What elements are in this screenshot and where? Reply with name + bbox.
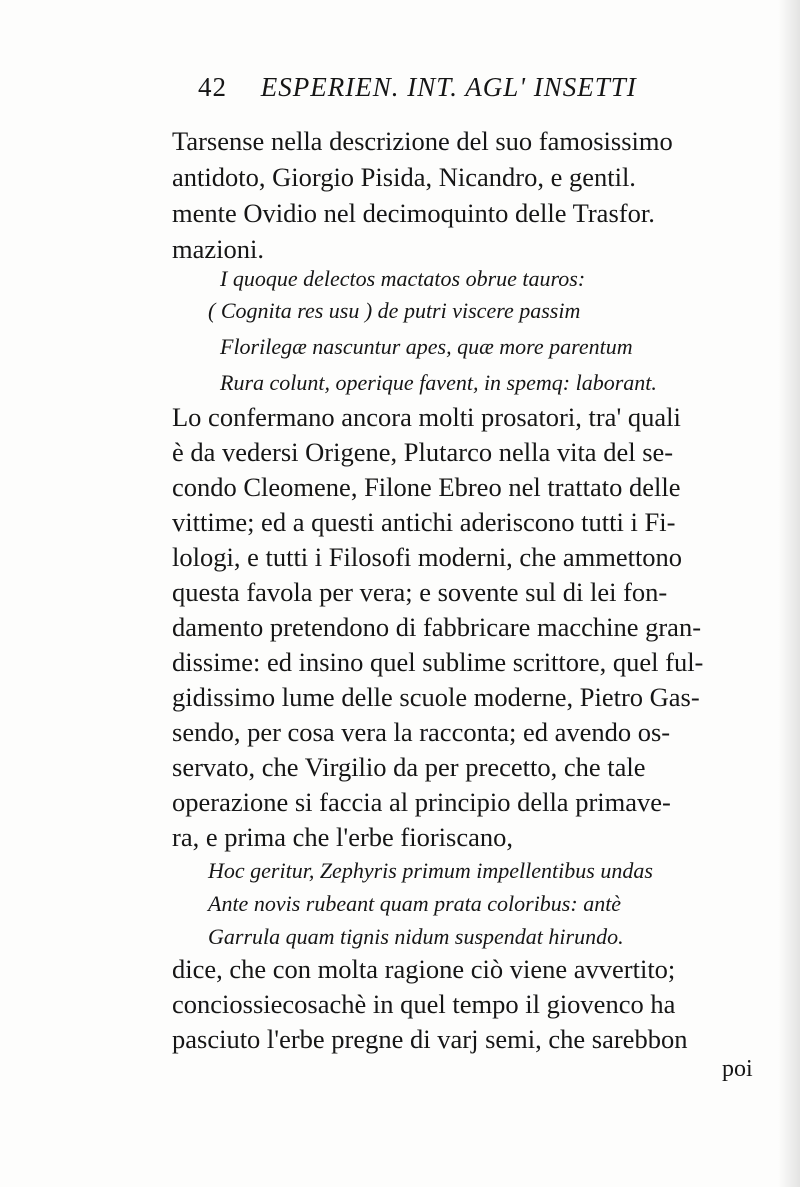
- text-line: dice, che con molta ragione ciò viene avvertito;: [172, 954, 676, 984]
- verse-line: Hoc geritur, Zephyris primum impellentibus undas: [208, 858, 653, 883]
- page-edge-shadow: [778, 0, 800, 1187]
- verse-line: I quoque delectos mactatos obrue tauros:: [220, 266, 586, 291]
- page-number: 42: [198, 72, 227, 102]
- text-line: operazione si faccia al principio della primave-: [172, 787, 671, 817]
- text-line: conciossiecosachè in quel tempo il giovenco ha: [172, 989, 676, 1019]
- text-line: condo Cleomene, Filone Ebreo nel trattato delle: [172, 472, 681, 502]
- verse-line: ( Cognita res usu ) de putri viscere passim: [208, 298, 581, 323]
- text-line: è da vedersi Origene, Plutarco nella vita del se-: [172, 437, 674, 467]
- verse-line: Rura colunt, operique favent, in spemq: laborant.: [220, 370, 657, 395]
- text-line: ra, e prima che l'erbe fioriscano,: [172, 822, 514, 852]
- text-line: lologi, e tutti i Filosofi moderni, che ammettono: [172, 542, 683, 572]
- text-line: gidissimo lume delle scuole moderne, Pietro Gas-: [172, 682, 700, 712]
- running-header: [198, 72, 758, 112]
- text-line: vittime; ed a questi antichi aderiscono tutti i Fi-: [172, 507, 676, 537]
- text-line: pasciuto l'erbe pregne di varj semi, che sarebbon: [172, 1024, 688, 1054]
- text-line: damento pretendono di fabbricare macchine gran-: [172, 612, 702, 642]
- text-line: servato, che Virgilio da per precetto, che tale: [172, 752, 646, 782]
- text-line: questa favola per vera; e sovente sul di lei fon-: [172, 577, 668, 607]
- text-line: mazioni.: [172, 234, 264, 264]
- text-line: Lo confermano ancora molti prosatori, tra' quali: [172, 402, 681, 432]
- verse-line: Florilegæ nascuntur apes, quæ more parentum: [220, 334, 633, 359]
- text-line: dissime: ed insino quel sublime scrittore, quel ful-: [172, 647, 704, 677]
- verse-line: Ante novis rubeant quam prata coloribus: antè: [208, 891, 622, 916]
- catchword: poi: [722, 1056, 753, 1082]
- text-line: antidoto, Giorgio Pisida, Nicandro, e gentil.: [172, 162, 636, 192]
- verse-line: Garrula quam tignis nidum suspendat hirundo.: [208, 924, 624, 949]
- text-line: mente Ovidio nel decimoquinto delle Trasfor.: [172, 198, 655, 228]
- text-line: Tarsense nella descrizione del suo famosissimo: [172, 126, 673, 156]
- running-title: ESPERIEN. INT. AGL' INSETTI: [260, 72, 637, 102]
- text-line: sendo, per cosa vera la racconta; ed avendo os-: [172, 717, 671, 747]
